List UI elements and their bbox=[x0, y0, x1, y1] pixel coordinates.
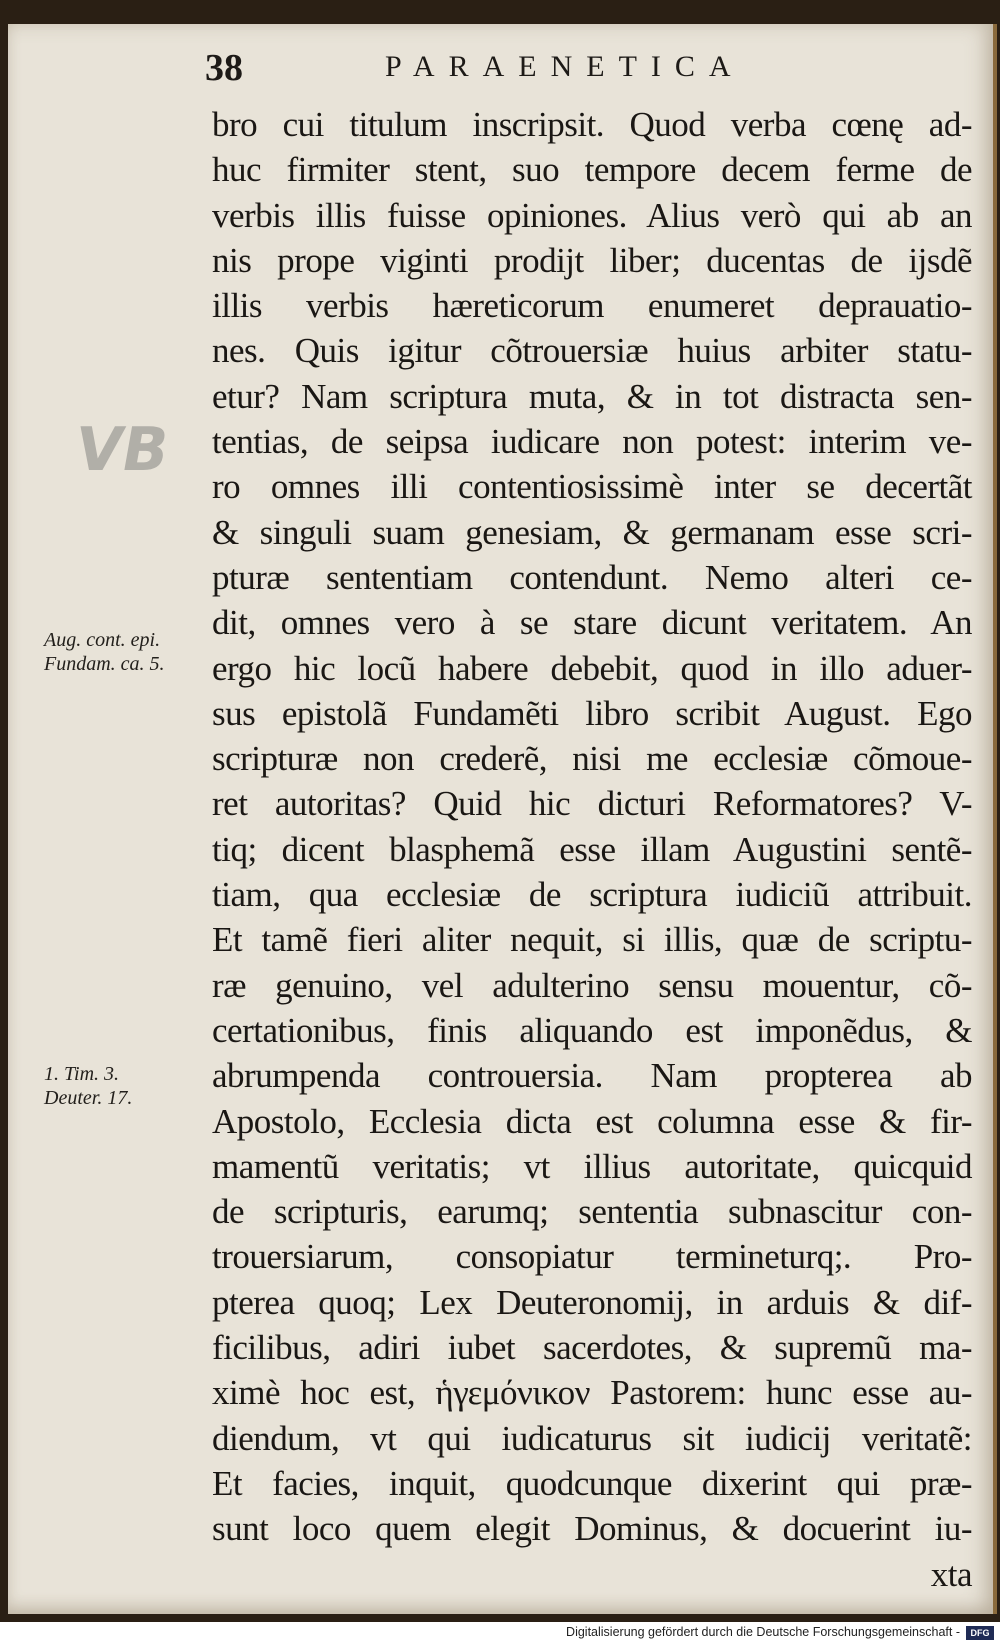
library-stamp: VB bbox=[69, 415, 175, 485]
text-line: huc firmiter stent, suo tempore decem ferme de bbox=[212, 150, 972, 190]
funding-credit: Digitalisierung gefördert durch die Deutsche Forschungsgemeinschaft - bbox=[566, 1625, 960, 1639]
text-line: illis verbis hæreticorum enumeret deprauatio- bbox=[212, 286, 972, 326]
text-line: ximè hoc est, ἡγεμόνικον Pastorem: hunc esse au- bbox=[212, 1373, 972, 1413]
text-line: dit, omnes vero à se stare dicunt veritatem. An bbox=[212, 603, 972, 643]
page-number: 38 bbox=[205, 47, 243, 89]
text-line: de scripturis, earumq; sententia subnascitur con- bbox=[212, 1192, 972, 1232]
text-line: pturæ sententiam contendunt. Nemo alteri ce- bbox=[212, 557, 972, 597]
text-line: nis prope viginti prodijt liber; ducentas de ijsdẽ bbox=[212, 240, 972, 280]
text-line: Et tamẽ fieri aliter nequit, si illis, quæ de scriptu- bbox=[212, 920, 972, 960]
text-line: verbis illis fuisse opiniones. Alius verò qui ab an bbox=[212, 195, 972, 235]
text-line: trouersiarum, consopiatur termineturq;. Pro- bbox=[212, 1237, 972, 1277]
text-line: nes. Quis igitur cõtrouersiæ huius arbiter statu- bbox=[212, 331, 972, 371]
dfg-logo: DFG bbox=[966, 1626, 994, 1640]
text-line: pterea quoq; Lex Deuteronomij, in arduis & dif- bbox=[212, 1282, 972, 1322]
margin-note-line: 1. Tim. 3. bbox=[44, 1063, 120, 1085]
margin-note-augustine bbox=[44, 628, 165, 676]
text-line: diendum, vt qui iudicaturus sit iudicij veritatẽ: bbox=[212, 1418, 972, 1458]
text-line: Et facies, inquit, quodcunque dixerint qui præ- bbox=[212, 1463, 972, 1503]
text-line: tentias, de seipsa iudicare non potest: interim ve- bbox=[212, 422, 972, 462]
text-line: ræ genuino, vel adulterino sensu mouentur, cõ- bbox=[212, 965, 972, 1005]
text-line: ro omnes illi contentiosissimè inter se decertãt bbox=[212, 467, 972, 507]
text-line: sus epistolã Fundamẽti libro scribit August. Ego bbox=[212, 693, 972, 733]
margin-note-timothy bbox=[44, 1062, 132, 1110]
text-line: tiq; dicent blasphemã esse illam Augustini sentẽ- bbox=[212, 829, 972, 869]
margin-note-line: Deuter. 17. bbox=[44, 1087, 133, 1109]
text-line: ergo hic locũ habere debebit, quod in illo aduer- bbox=[212, 648, 972, 688]
text-line: & singuli suam genesiam, & germanam esse scri- bbox=[212, 512, 972, 552]
text-line: Apostolo, Ecclesia dicta est columna esse & fir- bbox=[212, 1101, 972, 1141]
body-text bbox=[212, 102, 972, 1597]
margin-note-line: Fundam. ca. 5. bbox=[44, 653, 165, 675]
page-header bbox=[205, 46, 965, 106]
text-line: mamentũ veritatis; vt illius autoritate, quicquid bbox=[212, 1146, 972, 1186]
digitization-footer bbox=[0, 1622, 1000, 1645]
text-line: ficilibus, adiri iubet sacerdotes, & supremũ ma- bbox=[212, 1328, 972, 1368]
text-line: certationibus, finis aliquando est imponẽdus, & bbox=[212, 1010, 972, 1050]
text-line: ret autoritas? Quid hic dicturi Reformatores? V- bbox=[212, 784, 972, 824]
margin-note-line: Aug. cont. epi. bbox=[44, 629, 161, 651]
text-line: tiam, qua ecclesiæ de scriptura iudiciũ attribuit. bbox=[212, 875, 972, 915]
text-line: scripturæ non crederẽ, nisi me ecclesiæ cõmoue- bbox=[212, 739, 972, 779]
text-line: xta bbox=[930, 1554, 972, 1594]
text-line: bro cui titulum inscripsit. Quod verba cœnę ad- bbox=[212, 105, 972, 144]
text-line: abrumpenda controuersia. Nam propterea ab bbox=[212, 1056, 972, 1096]
text-line: sunt loco quem elegit Dominus, & docuerint iu- bbox=[212, 1509, 972, 1549]
running-title: PARAENETICA bbox=[385, 50, 745, 83]
text-line: etur? Nam scriptura muta, & in tot distracta sen- bbox=[212, 376, 972, 416]
